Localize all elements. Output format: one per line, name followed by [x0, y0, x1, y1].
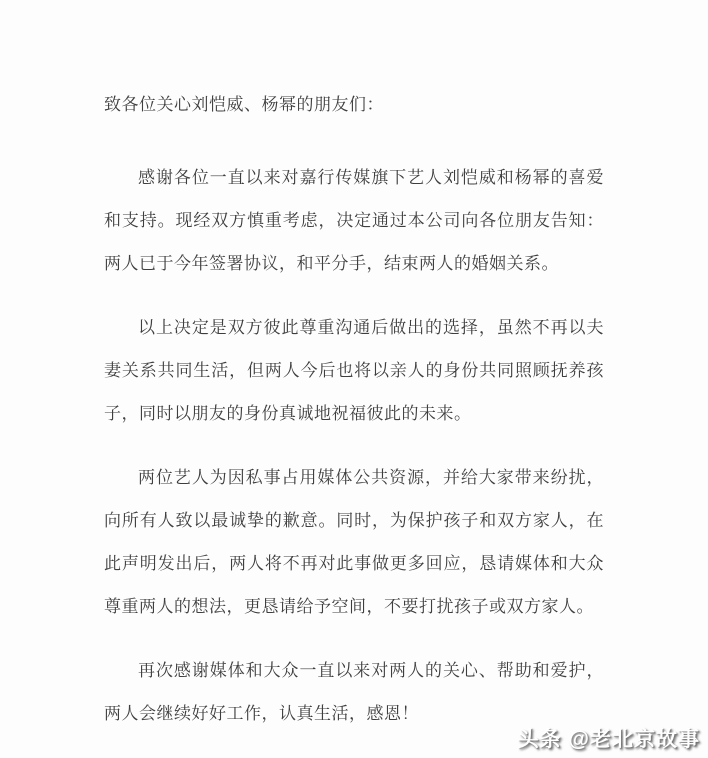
statement-paragraph: 再次感谢媒体和大众一直以来对两人的关心、帮助和爱护，两人会继续好好工作，认真生活，感恩！ [104, 661, 604, 723]
watermark [518, 723, 700, 753]
statement-paragraphs [104, 156, 604, 735]
watermark-text: 头条 @老北京故事 [517, 728, 700, 751]
statement-paragraph: 感谢各位一直以来对嘉行传媒旗下艺人刘恺威和杨幂的喜爱和支持。现经双方慎重考虑，决定通过本公司向各位朋友告知：两人已于今年签署协议，和平分手，结束两人的婚姻关系。 [104, 168, 604, 273]
statement-paragraph: 两位艺人为因私事占用媒体公共资源，并给大家带来纷扰，向所有人致以最诚挚的歉意。同时，为保护孩子和双方家人，在此声明发出后，两人将不再对此事做更多回应，恳请媒体和大众尊重两人的想法，更恳请给予空间，不要打扰孩子或双方家人。 [104, 468, 604, 616]
statement-paragraph: 以上决定是双方彼此尊重沟通后做出的选择，虽然不再以夫妻关系共同生活，但两人今后也将以亲人的身份共同照顾抚养孩子，同时以朋友的身份真诚地祝福彼此的未来。 [104, 318, 604, 423]
statement-body [104, 83, 604, 735]
salutation: 致各位关心刘恺威、杨幂的朋友们： [104, 95, 384, 114]
